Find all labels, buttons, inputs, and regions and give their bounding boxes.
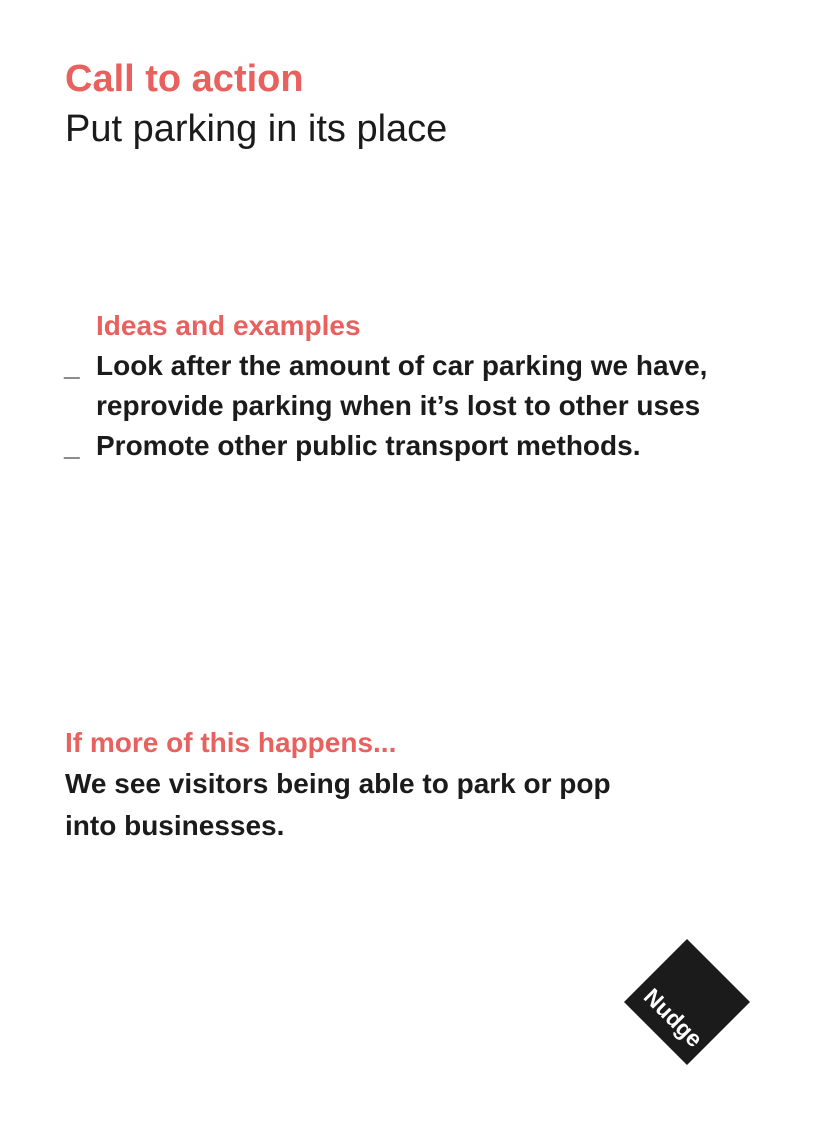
bullet-dash: _ bbox=[64, 350, 80, 381]
page-title: Put parking in its place bbox=[65, 108, 448, 150]
list-item bbox=[64, 426, 764, 466]
ideas-list bbox=[64, 346, 764, 466]
nudge-logo bbox=[624, 939, 750, 1065]
idea-text: Promote other public transport methods. bbox=[96, 430, 641, 461]
idea-text: Look after the amount of car parking we have, reprovide parking when it’s lost to other uses bbox=[96, 350, 708, 421]
nudge-logo-text: Nudge bbox=[638, 983, 708, 1053]
call-to-action-heading: Call to action bbox=[65, 58, 304, 100]
ideas-section bbox=[64, 306, 764, 466]
ideas-heading: Ideas and examples bbox=[96, 310, 361, 341]
bullet-dash: _ bbox=[64, 430, 80, 461]
list-item bbox=[64, 346, 764, 426]
outcome-text: We see visitors being able to park or pop into businesses. bbox=[65, 768, 611, 841]
outcome-heading: If more of this happens... bbox=[65, 727, 397, 758]
